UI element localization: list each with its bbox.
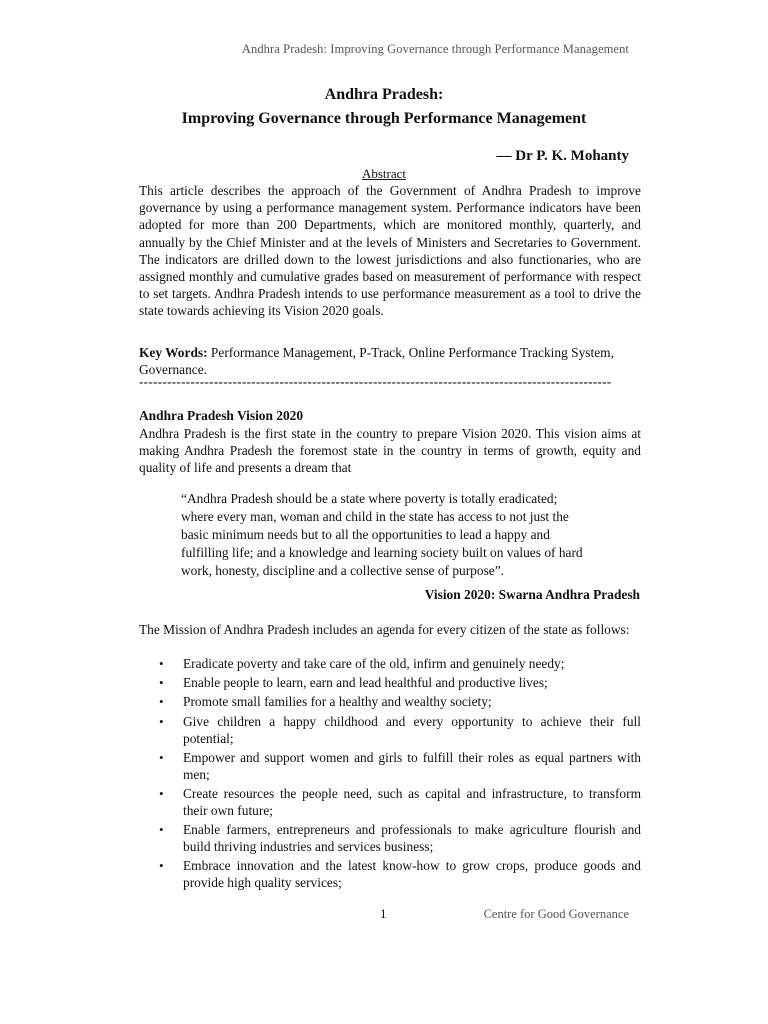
keywords-text: Performance Management, P-Track, Online Performance Tracking System, Governance. xyxy=(139,345,614,378)
bullet-icon: • xyxy=(159,675,164,691)
vision-paragraph: Andhra Pradesh is the first state in the country to prepare Vision 2020. This vision aims at making Andhra Pradesh the foremost state in the country in terms of growth, equity and quality of life and presents a dream that xyxy=(139,426,641,476)
list-item xyxy=(159,857,641,891)
list-item xyxy=(159,693,641,710)
bullet-icon: • xyxy=(159,785,164,801)
list-item xyxy=(159,749,641,783)
document-title-line2: Improving Governance through Performance Management xyxy=(181,110,587,127)
bullet-icon: • xyxy=(159,749,164,765)
list-item-text: Give children a happy childhood and every opportunity to achieve their full potential; xyxy=(183,713,641,746)
bullet-icon: • xyxy=(159,822,164,838)
footer-organization: Centre for Good Governance xyxy=(483,907,629,921)
mission-intro: The Mission of Andhra Pradesh includes an agenda for every citizen of the state as follows: xyxy=(139,622,630,637)
list-item-text: Embrace innovation and the latest know-how to grow crops, produce goods and provide high quality services; xyxy=(183,858,641,891)
page-number: 1 xyxy=(380,906,387,921)
keywords-label: Key Words: xyxy=(139,345,208,360)
bullet-icon: • xyxy=(159,656,164,671)
bullet-icon: • xyxy=(159,694,164,710)
vision-section-heading: Andhra Pradesh Vision 2020 xyxy=(139,408,304,423)
vision-quote: “Andhra Pradesh should be a state where poverty is totally eradicated; where every man, woman and child in the state has access to not just the basic minimum needs but to all the opportunities to lead a happy and fulfilling life; and a knowledge and learning society built on values of hard work, honesty, discipline and a collective sense of purpose”. xyxy=(181,491,583,578)
list-item-text: Empower and support women and girls to fulfill their roles as equal partners with men; xyxy=(183,749,641,782)
list-item xyxy=(159,821,641,855)
author-byline: — Dr P. K. Mohanty xyxy=(496,148,629,164)
list-item xyxy=(159,655,641,672)
list-item-text: Create resources the people need, such as capital and infrastructure, to transform their own future; xyxy=(183,785,641,818)
abstract-heading: Abstract xyxy=(361,166,407,181)
list-item-text: Enable people to learn, earn and lead healthful and productive lives; xyxy=(183,675,548,691)
list-item-text: Eradicate poverty and take care of the old, infirm and genuinely needy; xyxy=(183,656,565,671)
list-item xyxy=(159,713,641,747)
running-header: Andhra Pradesh: Improving Governance through Performance Management xyxy=(241,42,629,56)
bullet-icon: • xyxy=(159,858,164,874)
list-item-text: Enable farmers, entrepreneurs and professionals to make agriculture flourish and build thriving industries and services business; xyxy=(183,822,641,855)
list-item xyxy=(159,785,641,819)
mission-list xyxy=(159,655,641,894)
abstract-paragraph: This article describes the approach of the Government of Andhra Pradesh to improve governance by using a performance management system. Performance indicators have been adopted for more than 200 Departments, which are monitored monthly, quarterly, and annually by the Chief Minister and at the levels of Ministers and Secretaries to Government. The indicators are drilled down to the lowest jurisdictions and also functionaries, who are assigned monthly and cumulative grades based on measurement of performance with respect to set targets. Andhra Pradesh intends to use performance measurement as a tool to drive the state towards achieving its Vision 2020 goals. xyxy=(139,183,641,319)
document-title-line1: Andhra Pradesh: xyxy=(324,86,444,103)
bullet-icon: • xyxy=(159,713,164,729)
list-item xyxy=(159,674,641,691)
vision-subheading: Vision 2020: Swarna Andhra Pradesh xyxy=(424,587,640,602)
list-item-text: Promote small families for a healthy and wealthy society; xyxy=(183,694,492,710)
section-divider: ----------------------------------------------------------------------------------------------------- xyxy=(139,374,612,389)
